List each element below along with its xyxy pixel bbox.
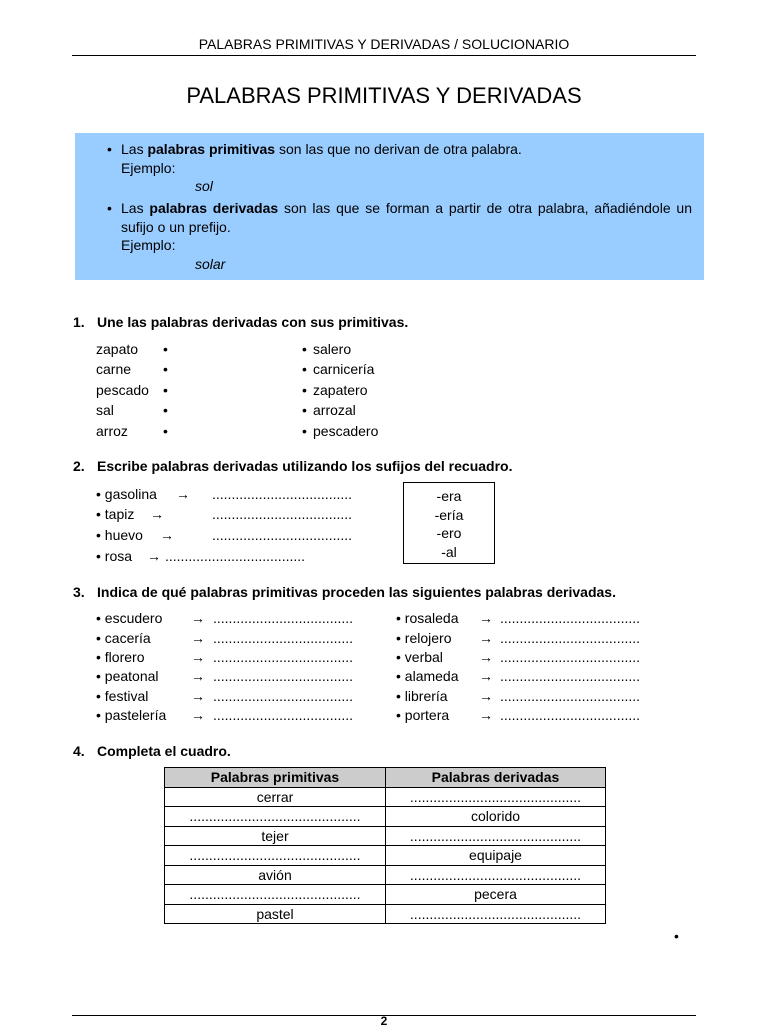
match-right-word: zapatero [313, 382, 368, 398]
running-header: PALABRAS PRIMITIVAS Y DERIVADAS / SOLUCIONARIO [198, 36, 570, 52]
table-row [165, 846, 606, 866]
match-dot-right[interactable]: • [302, 361, 307, 377]
match-right-word: pescadero [313, 423, 379, 439]
table-cell: cerrar [165, 787, 386, 807]
bullet-icon: • [96, 527, 101, 543]
answer-blank[interactable]: .................................... [213, 630, 354, 646]
match-dot-left[interactable]: • [163, 382, 168, 398]
definition-text: son las que no derivan de otra palabra. [275, 141, 522, 157]
definition-text: son las que se forman a partir de otra palabra, añadiéndole un sufijo o un prefijo. [121, 200, 692, 235]
table-row [165, 787, 606, 807]
suffix-row [96, 527, 143, 543]
definition-box [75, 133, 704, 280]
header-rule [72, 55, 696, 56]
table-blank-cell[interactable]: ............................................ [165, 885, 386, 905]
question-text: Completa el cuadro. [97, 743, 231, 759]
derived-word: • alameda [396, 668, 459, 684]
suffix-item: -ería [434, 506, 464, 523]
bullet-icon: • [107, 141, 112, 157]
example-label: Ejemplo: [121, 159, 176, 176]
answer-blank[interactable]: .................................... [500, 610, 641, 626]
example-label: Ejemplo: [121, 237, 176, 253]
question-number: 2. [73, 458, 85, 474]
match-left-word: carne [96, 361, 132, 377]
match-dot-right[interactable]: • [302, 402, 307, 418]
definition-primitivas [107, 140, 692, 196]
base-word: gasolina [104, 486, 157, 502]
answer-blank[interactable]: .................................... [213, 649, 354, 665]
match-dot-left[interactable]: • [163, 341, 168, 357]
example-word: sol [195, 178, 213, 194]
derived-word: • rosaleda [396, 610, 459, 626]
answer-blank[interactable]: .................................... [500, 649, 641, 665]
arrow-icon: → [147, 548, 161, 564]
derived-word: • pastelería [96, 707, 167, 723]
arrow-icon: → [479, 707, 493, 723]
definition-text: Las [121, 200, 150, 216]
match-dot-left[interactable]: • [163, 361, 168, 377]
suffix-row [96, 548, 132, 564]
arrow-icon: → [191, 610, 205, 626]
stray-bullet: • [674, 928, 679, 944]
match-dot-right[interactable]: • [302, 382, 307, 398]
derived-word: • verbal [396, 649, 443, 665]
match-dot-left[interactable]: • [163, 423, 168, 439]
match-left-word: pescado [96, 382, 149, 398]
answer-blank[interactable]: .................................... [212, 527, 353, 543]
match-dot-right[interactable]: • [302, 423, 307, 439]
match-right-word: carnicería [313, 361, 375, 377]
match-left-word: arroz [96, 423, 128, 439]
derived-word: • florero [96, 649, 145, 665]
table-cell: colorido [386, 807, 606, 827]
arrow-icon: → [479, 649, 493, 665]
question-number: 3. [73, 584, 85, 600]
question-4-heading [73, 743, 231, 759]
bullet-icon: • [96, 486, 101, 502]
derived-word: • librería [396, 688, 448, 704]
table-row [165, 807, 606, 827]
table-blank-cell[interactable]: ............................................ [386, 865, 606, 885]
answer-blank[interactable]: .................................... [500, 688, 641, 704]
table-header: Palabras primitivas [165, 768, 386, 788]
derived-word: • festival [96, 688, 149, 704]
suffix-box [403, 482, 495, 564]
table-row [165, 865, 606, 885]
definition-term: palabras primitivas [147, 141, 276, 157]
derived-word: • escudero [96, 610, 163, 626]
base-word: tapiz [104, 506, 135, 522]
arrow-icon: → [191, 630, 205, 646]
match-dot-right[interactable]: • [302, 341, 307, 357]
match-right-word: salero [313, 341, 352, 357]
suffix-item: -era [436, 488, 462, 504]
match-left-word: sal [96, 402, 114, 418]
answer-blank[interactable]: .................................... [213, 668, 354, 684]
suffix-row [96, 506, 134, 522]
arrow-icon: → [479, 630, 493, 646]
question-text: Indica de qué palabras primitivas proceden las siguientes palabras derivadas. [97, 584, 616, 600]
base-word: rosa [104, 548, 133, 564]
table-blank-cell[interactable]: ............................................ [386, 904, 606, 924]
table-cell: avión [165, 865, 386, 885]
question-number: 4. [73, 743, 85, 759]
answer-blank[interactable]: .................................... [212, 506, 353, 522]
definition-derivadas [107, 199, 692, 273]
words-table [164, 767, 606, 924]
table-blank-cell[interactable]: ............................................ [386, 787, 606, 807]
table-cell: tejer [165, 826, 386, 846]
bullet-icon: • [107, 200, 112, 216]
answer-blank[interactable]: .................................... [213, 707, 354, 723]
derived-word: • portera [396, 707, 450, 723]
match-left-word: zapato [96, 341, 139, 357]
arrow-icon: → [479, 668, 493, 684]
answer-blank[interactable]: .................................... [165, 548, 306, 564]
arrow-icon: → [176, 486, 190, 502]
arrow-icon: → [191, 649, 205, 665]
suffix-row [96, 486, 157, 502]
arrow-icon: → [479, 610, 493, 626]
arrow-icon: → [479, 688, 493, 704]
arrow-icon: → [191, 707, 205, 723]
match-dot-left[interactable]: • [163, 402, 168, 418]
question-text: Escribe palabras derivadas utilizando los sufijos del recuadro. [97, 458, 513, 474]
question-3-heading [73, 584, 616, 600]
table-header-row [165, 768, 606, 788]
table-cell: equipaje [386, 846, 606, 866]
question-text: Une las palabras derivadas con sus primitivas. [97, 314, 409, 330]
arrow-icon: → [160, 527, 174, 543]
bullet-icon: • [96, 506, 101, 522]
answer-blank[interactable]: .................................... [500, 707, 641, 723]
table-blank-cell[interactable]: ............................................ [386, 826, 606, 846]
table-row [165, 826, 606, 846]
answer-blank[interactable]: .................................... [500, 668, 641, 684]
table-row [165, 904, 606, 924]
table-blank-cell[interactable]: ............................................ [165, 846, 386, 866]
answer-blank[interactable]: .................................... [213, 688, 354, 704]
question-number: 1. [73, 314, 85, 330]
page-number: 2 [380, 1014, 388, 1028]
table-cell: pecera [386, 885, 606, 905]
base-word: huevo [104, 527, 143, 543]
table-row [165, 885, 606, 905]
arrow-icon: → [150, 506, 164, 522]
match-right-word: arrozal [313, 402, 356, 418]
bullet-icon: • [96, 548, 101, 564]
question-2-heading [73, 458, 512, 474]
suffix-item: -al [441, 543, 457, 560]
table-cell: pastel [165, 904, 386, 924]
definition-term: palabras derivadas [149, 200, 279, 216]
table-body [165, 787, 606, 924]
answer-blank[interactable]: .................................... [213, 610, 354, 626]
example-word: solar [195, 255, 226, 272]
answer-blank[interactable]: .................................... [212, 486, 353, 502]
derived-word: • relojero [396, 630, 452, 646]
table-header: Palabras derivadas [386, 768, 606, 788]
table-blank-cell[interactable]: ............................................ [165, 807, 386, 827]
question-1-heading [73, 314, 408, 330]
definition-text: Las [121, 141, 148, 157]
page-title: PALABRAS PRIMITIVAS Y DERIVADAS [186, 83, 582, 108]
derived-word: • peatonal [96, 668, 159, 684]
arrow-icon: → [191, 688, 205, 704]
derived-word: • cacería [96, 630, 151, 646]
suffix-item: -ero [436, 525, 462, 541]
answer-blank[interactable]: .................................... [500, 630, 641, 646]
arrow-icon: → [191, 668, 205, 684]
